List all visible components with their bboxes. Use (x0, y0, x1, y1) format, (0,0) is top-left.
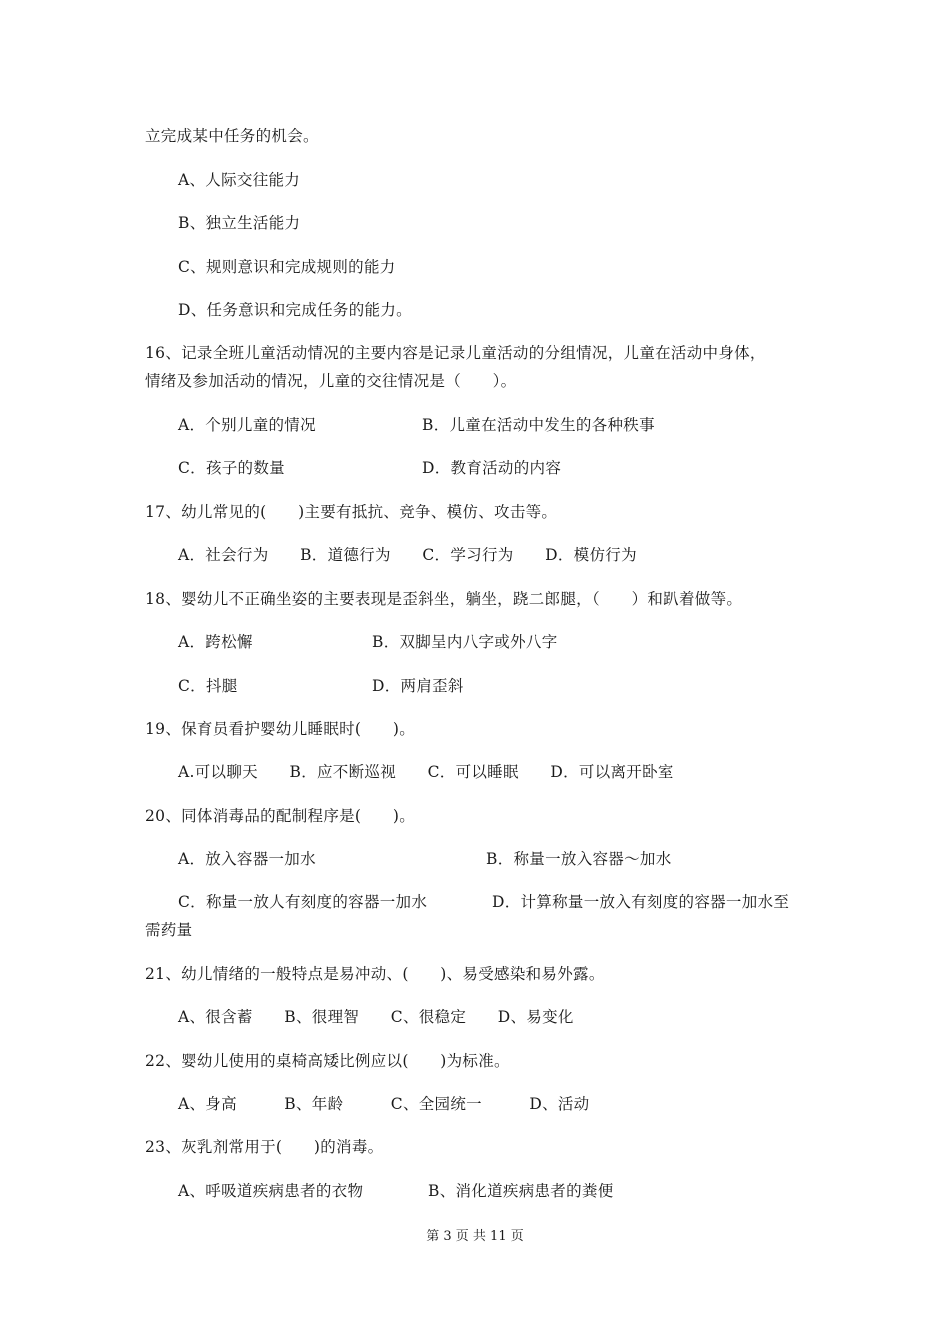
q16-stem-line2: 情绪及参加活动的情况，儿童的交往情况是（ ）。 (145, 372, 517, 390)
q15-option-d: D、任务意识和完成任务的能力。 (178, 301, 412, 319)
q17-stem: 17、幼儿常见的( )主要有抵抗、竞争、模仿、攻击等。 (145, 503, 558, 521)
q23-option-a: A、呼吸道疾病患者的衣物 (178, 1182, 364, 1200)
q16-stem-line1: 16、记录全班儿童活动情况的主要内容是记录儿童活动的分组情况，儿童在活动中身体， (145, 344, 766, 362)
q22-stem: 22、婴幼儿使用的桌椅高矮比例应以( )为标准。 (145, 1052, 510, 1070)
question-15-stem-continuation: 立完成某中任务的机会。 (145, 127, 319, 145)
q18-option-d: D．两肩歪斜 (372, 677, 464, 695)
q19-options: A.可以聊天 B．应不断巡视 C．可以睡眠 D．可以离开卧室 (178, 763, 674, 781)
q15-option-b: B、独立生活能力 (178, 214, 301, 232)
q20-option-d-continuation: 需药量 (145, 921, 193, 939)
q16-option-a: A．个别儿童的情况 (178, 416, 316, 434)
q21-options: A、很含蓄 B、很理智 C、很稳定 D、易变化 (178, 1008, 574, 1026)
q20-option-d: D．计算称量一放入有刻度的容器一加水至 (492, 893, 790, 911)
q18-option-b: B．双脚呈内八字或外八字 (372, 633, 558, 651)
q21-stem: 21、幼儿情绪的一般特点是易冲动、( )、易受感染和易外露。 (145, 965, 605, 983)
q20-stem: 20、同体消毒品的配制程序是( )。 (145, 807, 416, 825)
q16-option-d: D．教育活动的内容 (422, 459, 562, 477)
q15-option-a: A、人际交往能力 (178, 171, 301, 189)
q20-option-b: B．称量一放入容器～加水 (486, 850, 672, 868)
q17-options: A．社会行为 B．道德行为 C．学习行为 D．模仿行为 (178, 546, 637, 564)
q19-stem: 19、保育员看护婴幼儿睡眠时( )。 (145, 720, 416, 738)
q18-option-c: C．抖腿 (178, 677, 238, 695)
q18-option-a: A．跨松懈 (178, 633, 253, 651)
q23-stem: 23、灰乳剂常用于( )的消毒。 (145, 1138, 384, 1156)
q22-options: A、身高 B、年龄 C、全园统一 D、活动 (178, 1095, 590, 1113)
q16-option-b: B．儿童在活动中发生的各种秩事 (422, 416, 655, 434)
q20-option-c: C．称量一放人有刻度的容器一加水 (178, 893, 428, 911)
q16-option-c: C．孩子的数量 (178, 459, 285, 477)
page-number-footer: 第 3 页 共 11 页 (426, 1229, 524, 1244)
q18-stem: 18、婴幼儿不正确坐姿的主要表现是歪斜坐，躺坐，跷二郎腿，（ ）和趴着做等。 (145, 590, 743, 608)
q20-option-a: A．放入容器一加水 (178, 850, 316, 868)
q15-option-c: C、规则意识和完成规则的能力 (178, 258, 396, 276)
q23-option-b: B、消化道疾病患者的粪便 (428, 1182, 614, 1200)
